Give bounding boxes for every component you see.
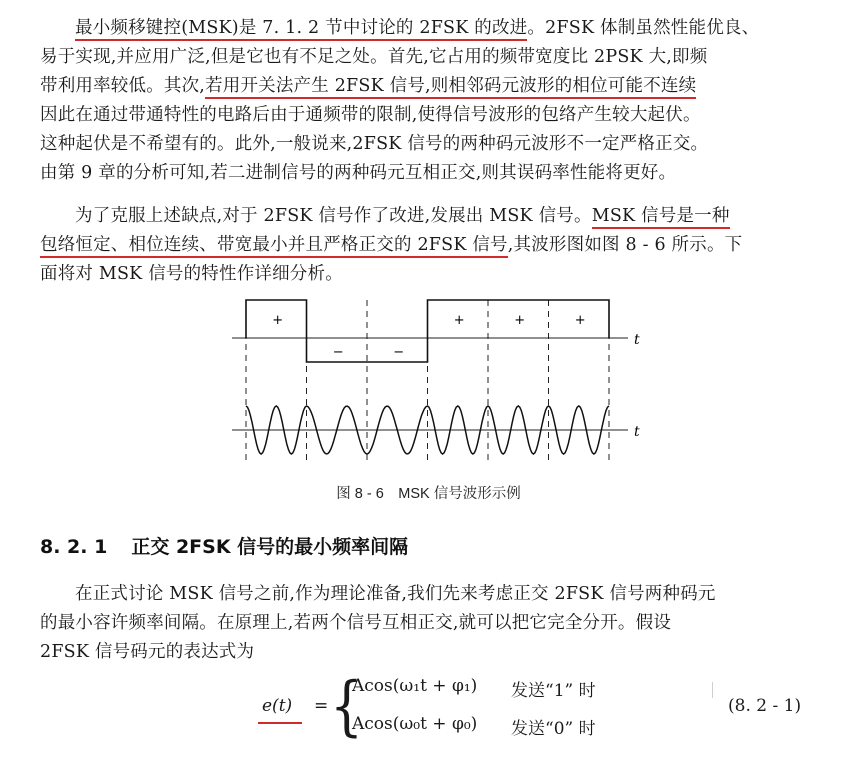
- margin-mark: [712, 682, 713, 698]
- underlined-msk-is: MSK 信号是一种: [592, 206, 730, 229]
- underlined-msk-definition: 最小频移键控(MSK)是 7. 1. 2 节中讨论的 2FSK 的改进: [75, 18, 527, 41]
- msk-waveform-figure: [0, 290, 857, 470]
- para2-line2: [40, 231, 830, 260]
- nrz-data-signal: [246, 300, 609, 362]
- equation-brace: {: [330, 669, 364, 744]
- section-title: 正交 2FSK 信号的最小频率间隔: [131, 536, 409, 558]
- para1-line1: [40, 14, 830, 43]
- para1-line4: 因此在通过带通特性的电路后由于通频带的限制,使得信号波形的包络产生较大起伏。: [40, 105, 701, 125]
- paragraph-msk-properties: [40, 202, 830, 289]
- equation-condition-zero: 发送“0” 时: [511, 719, 596, 739]
- bit-sign-label: −: [332, 345, 344, 360]
- underlined-msk-properties: 包络恒定、相位连续、带宽最小并且严格正交的 2FSK 信号: [40, 235, 508, 258]
- para1-line6: 由第 9 章的分析可知,若二进制信号的两种码元互相正交,则其误码率性能将更好。: [40, 163, 677, 183]
- paragraph-orthogonal-2fsk: [40, 580, 830, 667]
- equation-case-one: Acos(ω₁t + φ₁): [352, 676, 478, 696]
- para1-line2: 易于实现,并应用广泛,但是它也有不足之处。首先,它占用的频带宽度比 2PSK 大,即频: [40, 47, 708, 67]
- equation-lhs: e(t): [262, 696, 293, 716]
- para1-line5: 这种起伏是不希望有的。此外,一般说来,2FSK 信号的两种码元波形不一定严格正交。: [40, 134, 709, 154]
- figure-axes: [232, 332, 640, 440]
- para1-line1-rest: 。2FSK 体制虽然性能优良、: [527, 18, 760, 38]
- equation-equals: =: [314, 696, 329, 716]
- bit-sign-labels: [272, 313, 585, 360]
- bit-sign-label: −: [393, 345, 405, 360]
- para2-line1: [40, 202, 830, 231]
- lower-t-label: t: [634, 424, 640, 440]
- underlined-phase-discontinuity: 若用开关法产生 2FSK 信号,则相邻码元波形的相位可能不连续: [205, 76, 696, 99]
- equation-case-zero: Acos(ω₀t + φ₀): [352, 714, 478, 734]
- nrz-trace: [246, 300, 609, 362]
- para3-line2: 的最小容许频率间隔。在原理上,若两个信号互相正交,就可以把它完全分开。假设: [40, 613, 672, 633]
- para2-line1-start: 为了克服上述缺点,对于 2FSK 信号作了改进,发展出 MSK 信号。: [75, 206, 592, 226]
- para2-line2-rest: ,其波形图如图 8 - 6 所示。下: [507, 235, 743, 255]
- equation-number: (8. 2 - 1): [728, 696, 802, 716]
- section-number: 8. 2. 1: [40, 536, 108, 558]
- bit-sign-label: +: [574, 313, 586, 328]
- para3-line1: 在正式讨论 MSK 信号之前,作为理论准备,我们先来考虑正交 2FSK 信号两种码元: [75, 584, 716, 604]
- para2-line3: 面将对 MSK 信号的特性作详细分析。: [40, 264, 343, 284]
- upper-t-label: t: [634, 332, 640, 348]
- paragraph-msk-intro: [40, 14, 830, 188]
- equation-8-2-1: [0, 669, 857, 752]
- section-heading: [40, 532, 408, 559]
- para1-line3-start: 带利用率较低。其次,: [40, 76, 206, 96]
- para3-line3: 2FSK 信号码元的表达式为: [40, 642, 255, 662]
- bit-sign-label: +: [514, 313, 526, 328]
- equation-condition-one: 发送“1” 时: [511, 681, 596, 701]
- bit-sign-label: +: [453, 313, 465, 328]
- figure-caption: 图 8 - 6 MSK 信号波形示例: [336, 486, 521, 502]
- para1-line3: [40, 72, 830, 101]
- equation-lhs-underline: [258, 722, 302, 724]
- bit-sign-label: +: [272, 313, 284, 328]
